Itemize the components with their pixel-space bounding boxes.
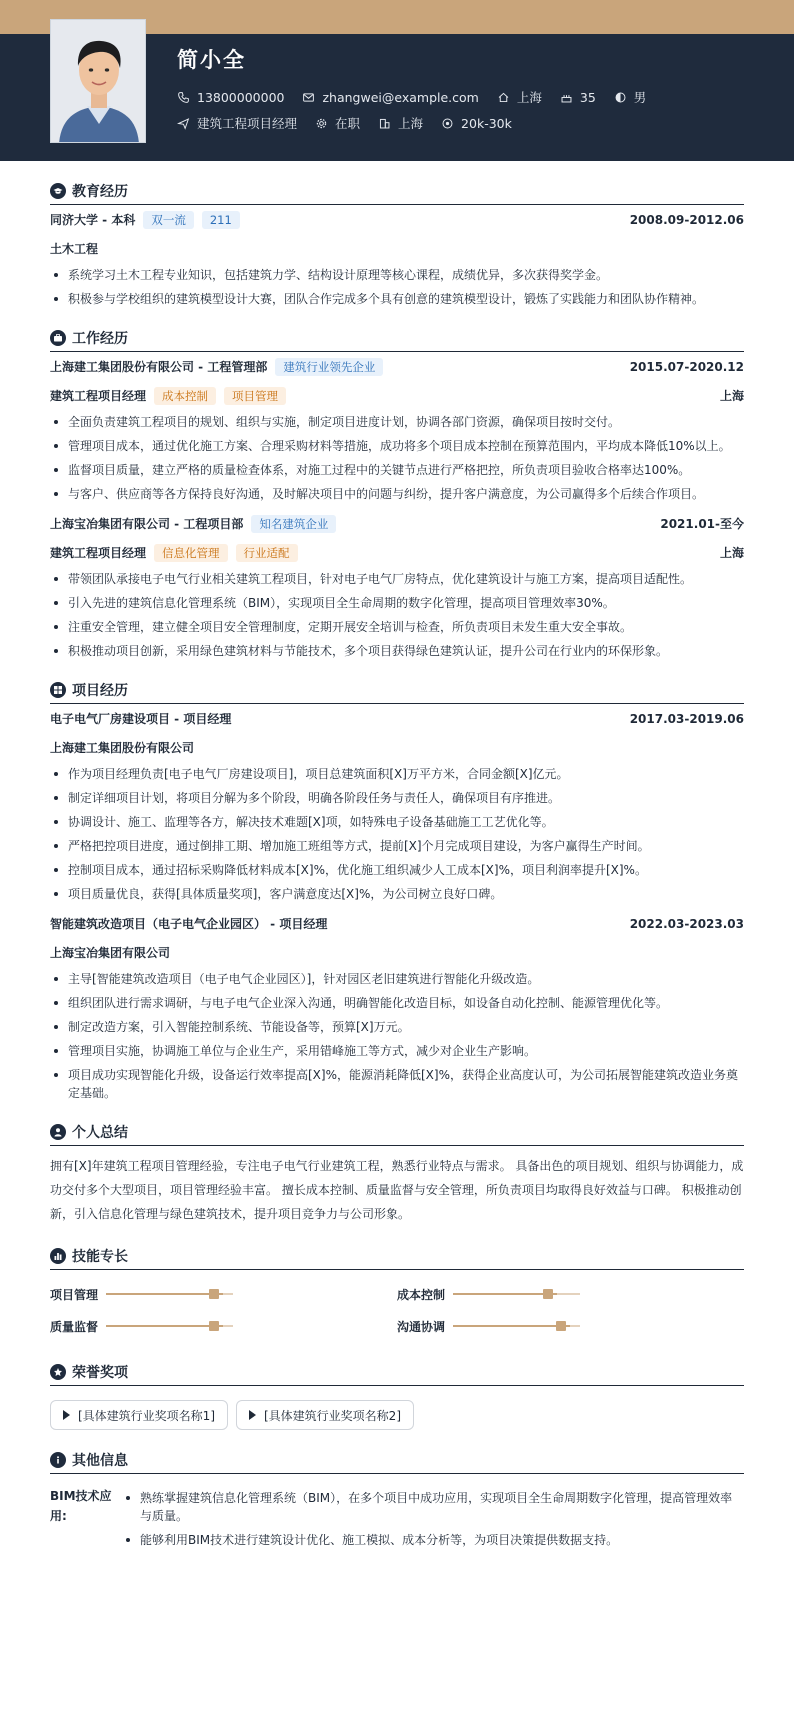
list-item: 积极推动项目创新，采用绿色建筑材料与节能技术，多个项目获得绿色建筑认证，提升公司在行业内的环保形象。 <box>50 642 744 660</box>
award-item[interactable] <box>50 1400 228 1430</box>
target-city-text: 上海 <box>398 116 424 131</box>
candidate-name: 简小全 <box>177 48 246 72</box>
salary-text: 20k-30k <box>461 115 512 131</box>
project-header <box>50 909 744 938</box>
education-date: 2008.09-2012.06 <box>629 212 744 227</box>
skill-item <box>397 1278 744 1310</box>
list-item: 作为项目经理负责[电子电气厂房建设项目]，项目总建筑面积[X]万平方米，合同金额[X]亿元。 <box>50 765 744 783</box>
list-item: 制定详细项目计划，将项目分解为多个阶段，明确各阶段任务与责任人，确保项目有序推进。 <box>50 789 744 807</box>
cake-icon <box>560 91 573 104</box>
user-icon <box>50 1124 66 1140</box>
role-tag: 项目管理 <box>224 387 286 405</box>
section-title: 荣誉奖项 <box>50 1360 744 1386</box>
list-item: 熟练掌握建筑信息化管理系统（BIM），在多个项目中成功应用，实现项目全生命周期数字化管理，提高管理效率与质量。 <box>122 1489 744 1525</box>
school-tag: 双一流 <box>143 211 194 229</box>
list-item: 监督项目质量，建立严格的质量检查体系，对施工过程中的关键节点进行严格把控，所负责项目验收合格率达100%。 <box>50 461 744 479</box>
job-role-row <box>50 381 744 410</box>
phone <box>177 90 284 105</box>
skill-item <box>50 1278 397 1310</box>
age <box>560 90 596 105</box>
briefcase-icon <box>50 330 66 346</box>
major-row <box>50 234 744 263</box>
major: 土木工程 <box>50 242 99 256</box>
building-icon <box>378 117 391 130</box>
section-title: 其他信息 <box>50 1448 744 1474</box>
role-tag: 信息化管理 <box>154 544 228 562</box>
coin-icon <box>441 117 454 130</box>
education-section <box>50 179 744 308</box>
project-entry <box>50 704 744 903</box>
company-name: 上海宝冶集团有限公司 - 工程项目部 <box>50 517 244 531</box>
play-icon <box>249 1410 256 1420</box>
list-item: 系统学习土木工程专业知识，包括建筑力学、结构设计原理等核心课程，成绩优异，多次获得奖学金。 <box>50 266 744 284</box>
section-title: 教育经历 <box>50 179 744 205</box>
job-entry <box>50 509 744 660</box>
job-city: 上海 <box>719 389 744 403</box>
contact-row <box>177 88 664 106</box>
resume-header <box>0 34 794 161</box>
list-item: 项目质量优良，获得[具体质量奖项]，客户满意度达[X]%，为公司树立良好口碑。 <box>50 885 744 903</box>
list-item: 管理项目实施，协调施工单位与企业生产，采用错峰施工等方式，减少对企业生产影响。 <box>50 1042 744 1060</box>
location-text: 上海 <box>516 90 542 105</box>
list-item: 积极参与学校组织的建筑模型设计大赛，团队合作完成多个具有创意的建筑模型设计，锻炼了实践能力和团队协作精神。 <box>50 290 744 308</box>
list-item: 全面负责建筑工程项目的规划、组织与实施，制定项目进度计划，协调各部门资源，确保项目按时交付。 <box>50 413 744 431</box>
resume-body <box>0 179 794 1555</box>
job-status <box>315 114 360 132</box>
project-bullets <box>50 970 744 1102</box>
project-header <box>50 704 744 733</box>
other-label: BIM技术应用: <box>50 1489 112 1523</box>
job-entry <box>50 352 744 503</box>
job-role: 建筑工程项目经理 <box>50 546 147 560</box>
company-name: 上海建工集团股份有限公司 - 工程管理部 <box>50 360 268 374</box>
info-icon <box>50 1452 66 1468</box>
list-item: 协调设计、施工、监理等各方，解决技术难题[X]项，如特殊电子设备基础施工工艺优化等。 <box>50 813 744 831</box>
mail-icon <box>302 91 315 104</box>
skill-bar <box>453 1293 580 1295</box>
list-item: 项目成功实现智能化升级，设备运行效率提高[X]%，能源消耗降低[X]%，获得企业高度认可，为公司拓展智能建筑改造业务奠定基础。 <box>50 1066 744 1102</box>
work-section <box>50 326 744 660</box>
project-org-row <box>50 938 744 967</box>
award-icon <box>50 1364 66 1380</box>
project-entry <box>50 909 744 1102</box>
award-item[interactable] <box>236 1400 414 1430</box>
job-date: 2015.07-2020.12 <box>629 359 744 374</box>
send-icon <box>177 117 190 130</box>
job-company-row <box>50 509 744 538</box>
project-name: 电子电气厂房建设项目 - 项目经理 <box>50 712 232 726</box>
list-item: 带领团队承接电子电气行业相关建筑工程项目，针对电子电气厂房特点，优化建筑设计与施工方案，提高项目适配性。 <box>50 570 744 588</box>
skill-item <box>50 1310 397 1342</box>
skill-bar <box>453 1325 580 1327</box>
job-bullets <box>50 413 744 503</box>
list-item: 引入先进的建筑信息化管理系统（BIM），实现项目全生命周期的数字化管理，提高项目管理效率30%。 <box>50 594 744 612</box>
email <box>302 90 478 105</box>
age-text: 35 <box>579 89 596 105</box>
skill-label: 质量监督 <box>50 1319 99 1334</box>
job-role: 建筑工程项目经理 <box>50 389 147 403</box>
list-item: 能够利用BIM技术进行建筑设计优化、施工模拟、成本分析等，为项目决策提供数据支持。 <box>122 1531 744 1549</box>
skill-label: 项目管理 <box>50 1287 99 1302</box>
award-name: [具体建筑行业奖项名称2] <box>264 1408 401 1423</box>
play-icon <box>63 1410 70 1420</box>
list-item: 主导[智能建筑改造项目（电子电气企业园区）]，针对园区老旧建筑进行智能化升级改造。 <box>50 970 744 988</box>
job-role-row <box>50 538 744 567</box>
gear-icon <box>315 117 328 130</box>
company-tag: 知名建筑企业 <box>251 515 336 533</box>
other-bullets <box>122 1486 744 1555</box>
company-tag: 建筑行业领先企业 <box>275 358 383 376</box>
job-city: 上海 <box>719 546 744 560</box>
role-tag: 成本控制 <box>154 387 216 405</box>
list-item: 控制项目成本，通过招标采购降低材料成本[X]%，优化施工组织减少人工成本[X]%，项目利润率提升[X]%。 <box>50 861 744 879</box>
project-org: 上海建工集团股份有限公司 <box>50 741 195 755</box>
section-title: 个人总结 <box>50 1120 744 1146</box>
awards-list <box>50 1400 744 1430</box>
bar-chart-icon <box>50 1248 66 1264</box>
section-title: 技能专长 <box>50 1244 744 1270</box>
summary-text: 拥有[X]年建筑工程项目管理经验，专注电子电气行业建筑工程，熟悉行业特点与需求。 具备出色的项目规划、组织与协调能力，成功交付多个大型项目，项目管理经验丰富。 擅长成本控制、质量监督与安全管理，所负责项目均取得良好效益与口碑。 积极推动创新，引入信息化管理与绿色建筑技术，提升项目竞争力与公司形象。 <box>50 1159 744 1221</box>
other-info <box>50 1486 744 1555</box>
education-header <box>50 205 744 234</box>
project-date: 2022.03-2023.03 <box>629 916 744 931</box>
list-item: 与客户、供应商等各方保持良好沟通，及时解决项目中的问题与纠纷，提升客户满意度，为公司赢得多个后续合作项目。 <box>50 485 744 503</box>
list-item: 组织团队进行需求调研，与电子电气企业深入沟通，明确智能化改造目标，如设备自动化控制、能源管理优化等。 <box>50 994 744 1012</box>
list-item: 严格把控项目进度，通过倒排工期、增加施工班组等方式，提前[X]个月完成项目建设，为客户赢得生产时间。 <box>50 837 744 855</box>
education-bullets <box>50 266 744 308</box>
section-title: 项目经历 <box>50 678 744 704</box>
gender-text: 男 <box>633 90 647 105</box>
job-status-text: 在职 <box>335 116 361 131</box>
target-city <box>378 114 423 132</box>
other-section <box>50 1448 744 1555</box>
job-bullets <box>50 570 744 660</box>
project-bullets <box>50 765 744 903</box>
skill-bar <box>106 1293 233 1295</box>
section-title: 工作经历 <box>50 326 744 352</box>
gender-icon <box>614 91 627 104</box>
job-title <box>177 114 297 132</box>
skills-grid <box>50 1278 744 1342</box>
skill-bar <box>106 1325 233 1327</box>
school-name: 同济大学 - 本科 <box>50 213 136 227</box>
job-company-row <box>50 352 744 381</box>
project-date: 2017.03-2019.06 <box>629 711 744 726</box>
gender <box>614 88 647 106</box>
school-tag: 211 <box>202 211 240 229</box>
job-title-text: 建筑工程项目经理 <box>197 116 298 131</box>
phone-text: 13800000000 <box>197 89 285 105</box>
graduation-cap-icon <box>50 183 66 199</box>
projects-section <box>50 678 744 1102</box>
skill-label: 沟通协调 <box>397 1319 446 1334</box>
role-tag: 行业适配 <box>236 544 298 562</box>
project-org: 上海宝冶集团有限公司 <box>50 946 171 960</box>
home-icon <box>497 91 510 104</box>
list-item: 制定改造方案，引入智能控制系统、节能设备等，预算[X]万元。 <box>50 1018 744 1036</box>
job-intent-row <box>177 114 530 132</box>
list-item: 管理项目成本，通过优化施工方案、合理采购材料等措施，成功将多个项目成本控制在预算范围内，平均成本降低10%以上。 <box>50 437 744 455</box>
grid-icon <box>50 682 66 698</box>
list-item: 注重安全管理，建立健全项目安全管理制度，定期开展安全培训与检查，所负责项目未发生重大安全事故。 <box>50 618 744 636</box>
skill-label: 成本控制 <box>397 1287 446 1302</box>
email-text: zhangwei@example.com <box>322 89 479 105</box>
skill-item <box>397 1310 744 1342</box>
job-date: 2021.01-至今 <box>660 517 744 531</box>
location <box>497 88 542 106</box>
awards-section <box>50 1360 744 1430</box>
avatar <box>50 19 146 143</box>
salary <box>441 116 512 131</box>
project-name: 智能建筑改造项目（电子电气企业园区） - 项目经理 <box>50 917 328 931</box>
phone-icon <box>177 91 190 104</box>
skills-section <box>50 1244 744 1342</box>
award-name: [具体建筑行业奖项名称1] <box>78 1408 215 1423</box>
project-org-row <box>50 733 744 762</box>
summary-section <box>50 1120 744 1226</box>
